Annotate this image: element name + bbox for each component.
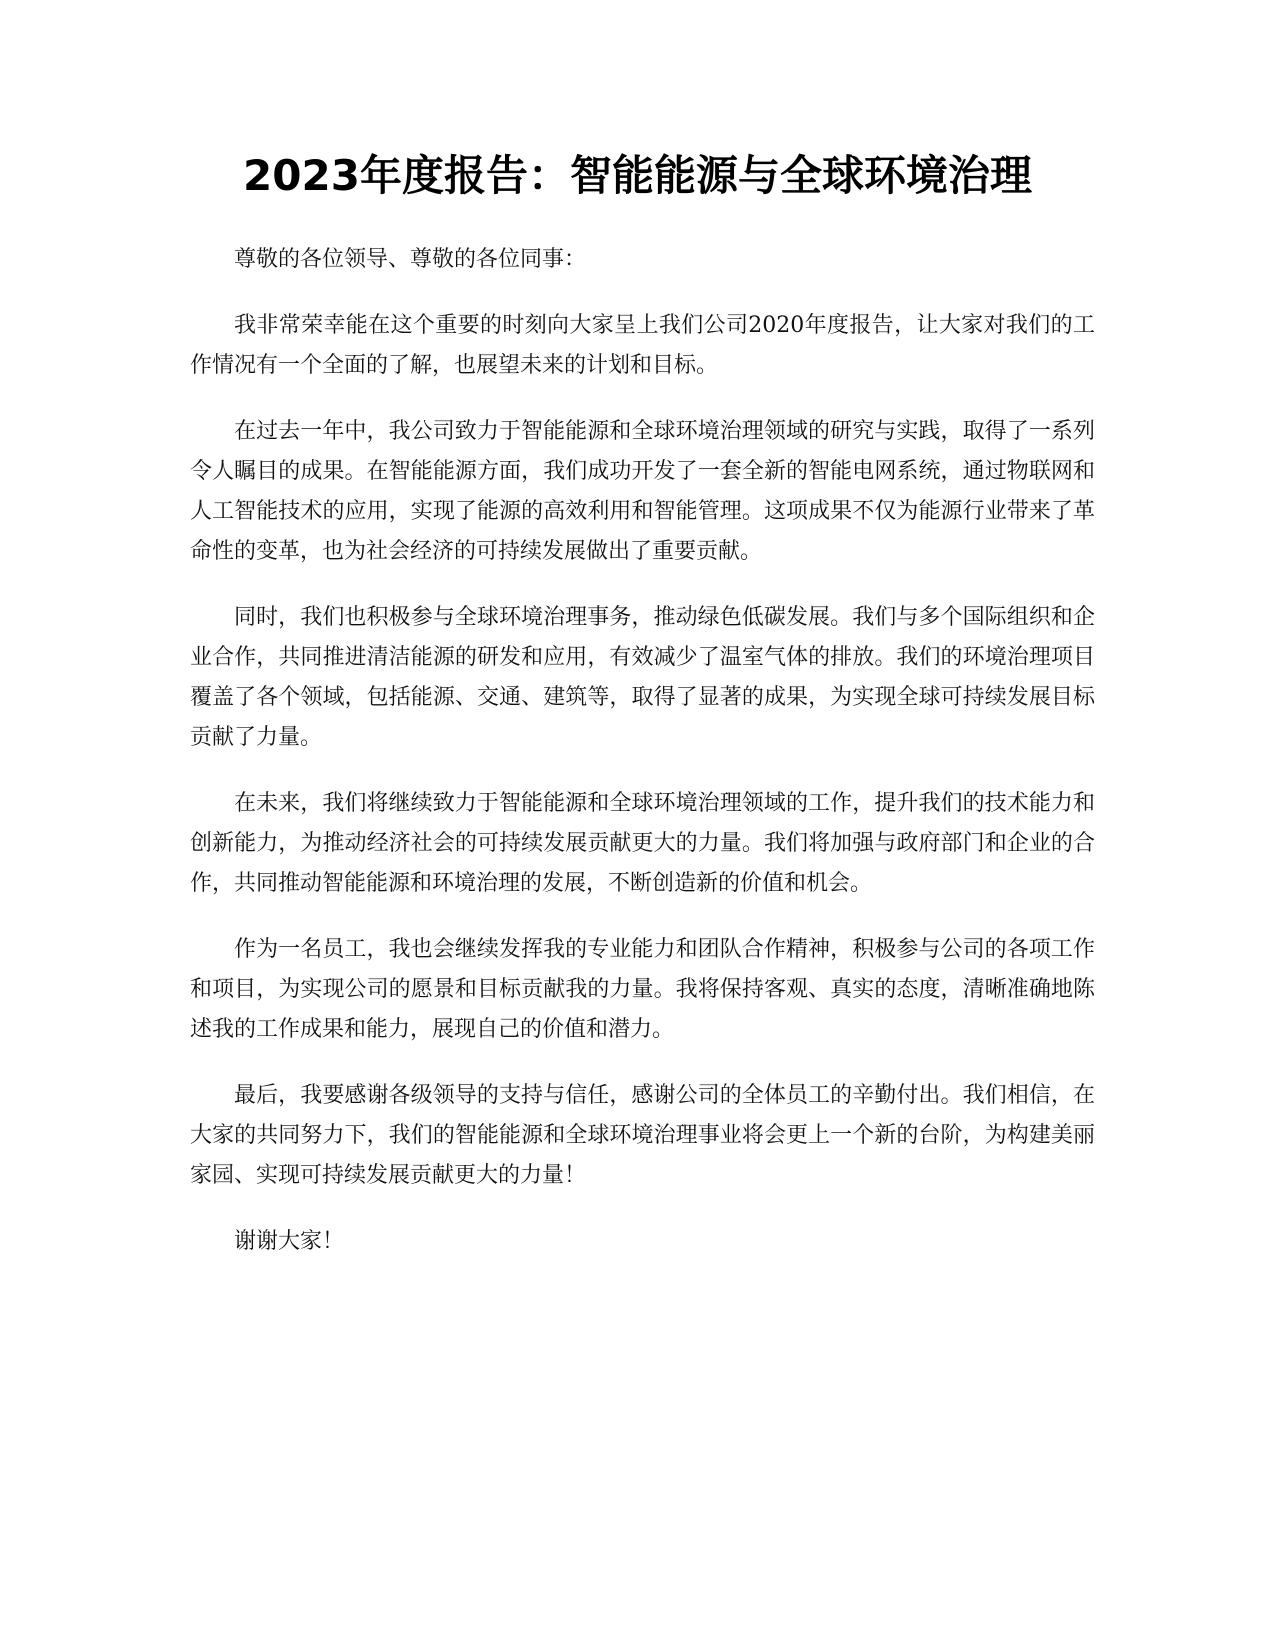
paragraph-employee: 作为一名员工，我也会继续发挥我的专业能力和团队合作精神，积极参与公司的各项工作和项目，为实现公司的愿景和目标贡献我的力量。我将保持客观、真实的态度，清晰准确地陈述我的工作成果和能力，展现自己的价值和潜力。 (190, 937, 1095, 1042)
document-body (190, 240, 1095, 1288)
paragraph-greeting: 尊敬的各位领导、尊敬的各位同事： (234, 247, 587, 272)
paragraph-intro: 我非常荣幸能在这个重要的时刻向大家呈上我们公司2020年度报告，让大家对我们的工作情况有一个全面的了解，也展望未来的计划和目标。 (190, 313, 1095, 378)
paragraph-environment: 同时，我们也积极参与全球环境治理事务，推动绿色低碳发展。我们与多个国际组织和企业合作，共同推进清洁能源的研发和应用，有效减少了温室气体的排放。我们的环境治理项目覆盖了各个领域，包括能源、交通、建筑等，取得了显著的成果，为实现全球可持续发展目标贡献了力量。 (190, 605, 1095, 750)
paragraph-achievements: 在过去一年中，我公司致力于智能能源和全球环境治理领域的研究与实践，取得了一系列令人瞩目的成果。在智能能源方面，我们成功开发了一套全新的智能电网系统，通过物联网和人工智能技术的应用，实现了能源的高效利用和智能管理。这项成果不仅为能源行业带来了革命性的变革，也为社会经济的可持续发展做出了重要贡献。 (190, 419, 1095, 564)
document-title: 2023年度报告：智能能源与全球环境治理 (243, 151, 1032, 200)
paragraph-closing: 谢谢大家！ (234, 1229, 345, 1254)
paragraph-future: 在未来，我们将继续致力于智能能源和全球环境治理领域的工作，提升我们的技术能力和创新能力，为推动经济社会的可持续发展贡献更大的力量。我们将加强与政府部门和企业的合作，共同推动智能能源和环境治理的发展，不断创造新的价值和机会。 (190, 791, 1095, 896)
paragraph-thanks: 最后，我要感谢各级领导的支持与信任，感谢公司的全体员工的辛勤付出。我们相信，在大家的共同努力下，我们的智能能源和全球环境治理事业将会更上一个新的台阶，为构建美丽家园、实现可持续发展贡献更大的力量！ (190, 1083, 1095, 1188)
